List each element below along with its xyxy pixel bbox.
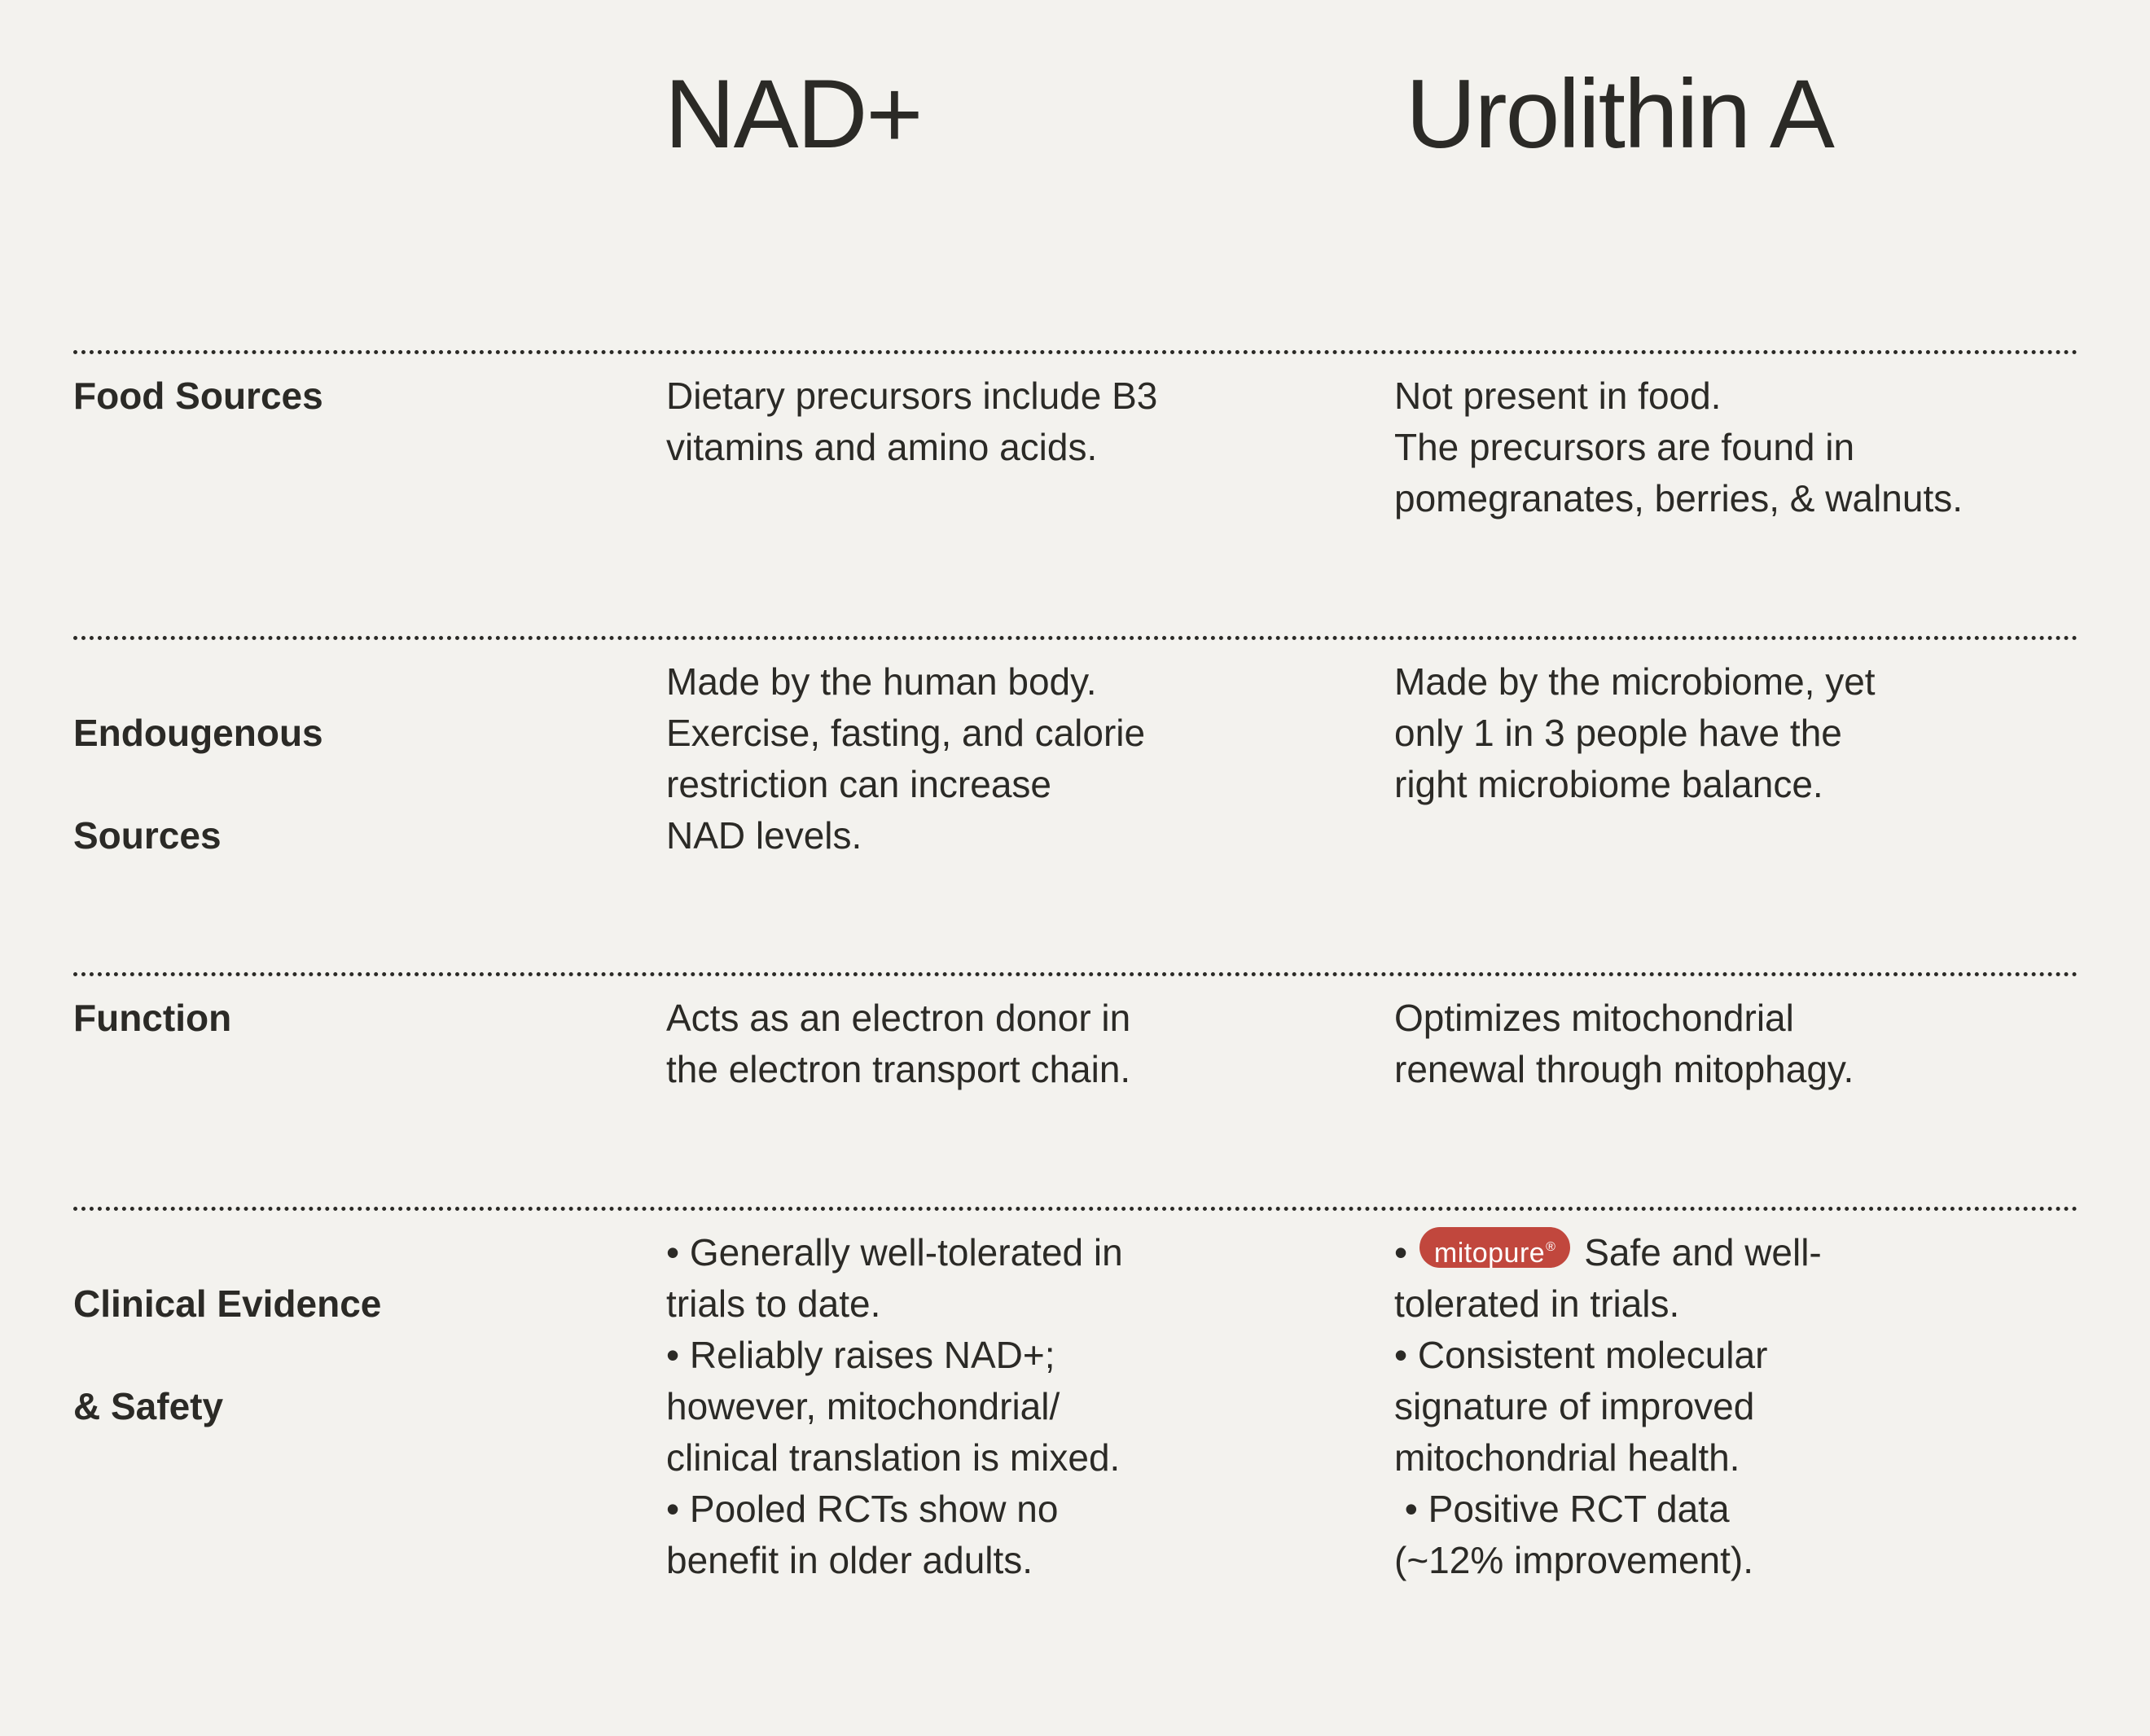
text-line: Made by the human body. xyxy=(666,660,1097,703)
nad-clinical-evidence-cell xyxy=(666,1227,1334,1586)
text-line: Optimizes mitochondrial xyxy=(1394,997,1794,1039)
row-label-clinical-evidence xyxy=(73,1227,643,1484)
text-line: pomegranates, berries, & walnuts. xyxy=(1394,477,1964,519)
text-line: tolerated in trials. xyxy=(1394,1282,1680,1325)
text-line: only 1 in 3 people have the xyxy=(1394,712,1842,754)
text-line: Exercise, fasting, and calorie xyxy=(666,712,1146,754)
text-line-with-badge xyxy=(1394,1227,2078,1278)
text-line: right microbiome balance. xyxy=(1394,763,1823,805)
label-line: & Safety xyxy=(73,1385,224,1427)
badge-text: mitopure xyxy=(1433,1238,1546,1269)
row-label-function: Function xyxy=(73,997,232,1039)
text-line: (~12% improvement). xyxy=(1394,1539,1753,1581)
urolithin-column-title: Urolithin A xyxy=(1406,59,1833,169)
comparison-row-food-sources xyxy=(73,350,2078,519)
text-line: renewal through mitophagy. xyxy=(1394,1048,1854,1090)
text-line: • Positive RCT data xyxy=(1394,1488,1730,1530)
nad-function-cell xyxy=(666,993,1334,1095)
label-line: Endougenous xyxy=(73,712,323,754)
text-line: however, mitochondrial/ xyxy=(666,1385,1060,1427)
row-label-endogenous-sources xyxy=(73,656,643,913)
urolithin-food-sources-cell xyxy=(1394,370,2078,524)
text-line: Made by the microbiome, yet xyxy=(1394,660,1876,703)
comparison-row-endogenous-sources xyxy=(73,636,2078,857)
text-line: NAD levels. xyxy=(666,814,862,857)
nad-endogenous-sources-cell xyxy=(666,656,1334,861)
text-line: • Reliably raises NAD+; xyxy=(666,1334,1055,1376)
text-line: The precursors are found in xyxy=(1394,426,1855,468)
text-line: trials to date. xyxy=(666,1282,881,1325)
text-line: • Consistent molecular xyxy=(1394,1334,1768,1376)
text-line: signature of improved xyxy=(1394,1385,1755,1427)
column-headers xyxy=(0,57,2150,171)
text-line: mitochondrial health. xyxy=(1394,1436,1740,1479)
urolithin-clinical-evidence-cell xyxy=(1394,1227,2078,1586)
label-line: Clinical Evidence xyxy=(73,1282,382,1325)
urolithin-function-cell xyxy=(1394,993,2078,1095)
urolithin-endogenous-sources-cell xyxy=(1394,656,2078,810)
bullet: • xyxy=(1394,1231,1408,1274)
text-line: the electron transport chain. xyxy=(666,1048,1131,1090)
bullet-text: Safe and well- xyxy=(1584,1231,1822,1274)
text-line: Not present in food. xyxy=(1394,375,1722,417)
label-line: Sources xyxy=(73,814,222,857)
comparison-row-clinical-evidence xyxy=(73,1207,2078,1581)
nad-food-sources-cell xyxy=(666,370,1334,473)
text-line: clinical translation is mixed. xyxy=(666,1436,1121,1479)
row-label-food-sources: Food Sources xyxy=(73,375,323,417)
text-line: benefit in older adults. xyxy=(666,1539,1033,1581)
text-line: • Generally well-tolerated in xyxy=(666,1231,1123,1274)
text-line: Dietary precursors include B3 xyxy=(666,375,1158,417)
comparison-row-function xyxy=(73,972,2078,1090)
nad-column-title: NAD+ xyxy=(665,59,922,169)
registered-mark: ® xyxy=(1546,1240,1556,1254)
text-line: restriction can increase xyxy=(666,763,1051,805)
mitopure-brand-badge xyxy=(1419,1227,1571,1268)
text-line: Acts as an electron donor in xyxy=(666,997,1131,1039)
text-line: vitamins and amino acids. xyxy=(666,426,1098,468)
text-line: • Pooled RCTs show no xyxy=(666,1488,1059,1530)
